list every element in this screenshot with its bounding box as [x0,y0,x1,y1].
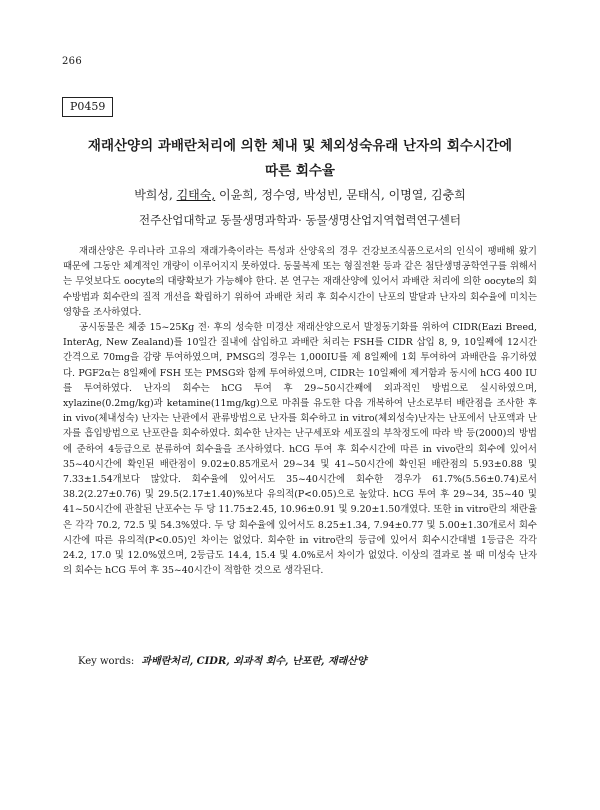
author-list [60,186,540,203]
title-line-1: 재래산양의 과배란처리에 의한 체내 및 체외성숙유래 난자의 회수시간에 [87,138,513,154]
title-line-2: 따른 회수율 [265,163,335,179]
authors-rest: 이윤희, 정수영, 박성빈, 문태식, 이명열, 김충희 [215,188,466,202]
abstract-paragraph-1: 재래산양은 우리나라 고유의 재래가축이라는 특성과 산양육의 경우 건강보조식품으로서의 인식이 팽배해 왔기 때문에 그동안 체계적인 개량이 이루어지지 못하였다. 동물복제 또는 형질전환 등과 같은 첨단생명공학연구를 위해서는 무엇보다도 oocyte의 대량확보가 가능해야 한다. 본 연구는 재래산양에 있어서 과배란 처리에 의한 oocyte의 회수방법과 회수란의 질적 개선을 확립하기 위하여 과배란 처리 후 회수시간이 난포의 발달과 난자의 회수율에 미치는 영향을 조사하였다. [63,246,537,318]
abstract-code: P0459 [62,97,113,117]
keywords [78,652,367,667]
page-number: 266 [62,56,82,67]
abstract-paragraph-2: 공시동물은 체중 15~25Kg 전· 후의 성숙한 미경산 재래산양으로서 발정동기화를 위하여 CIDR(Eazi Breed, InterAg, New Zealand)를 10일간 질내에 삽입하고 과배란 처리는 FSH를 CIDR 삽입 8, 9, 10일째에 12시간 간격으로 70mg을 감량 투여하였으며, PMSG의 경우는 1,000IU를 제 8일째에 1회 투여하여 과배란을 유기하였다. PGF2α는 8일째에 FSH 또는 PMSG와 함께 투여하였으며, CIDR는 10일째에 제거함과 동시에 hCG 400 IU를 투여하였다. 난자의 회수는 hCG 투여 후 29~50시간째에 외과적인 방법으로 실시하였으며, xylazine(0.2mg/kg)과 ketamine(11mg/kg)으로 마취를 유도한 다음 개복하여 난소로부터 배란점을 조사한 후 in vivo(체내성숙) 난자는 난관에서 관류방법으로 난자를 회수하고 in vitro(체외성숙)난자는 난포에서 난포액과 난자를 흡입방법으로 난포란을 회수하였다. 회수한 난자는 난구세포와 세포질의 부착정도에 따라 박 등(2000)의 방법에 준하여 4등급으로 분류하여 회수율을 조사하였다. hCG 투여 후 회수시간에 따른 in vivo란의 회수에 있어서 35~40시간에 확인된 배란점이 9.02±0.85개로서 29~34 및 41~50시간에 확인된 배란점의 5.93±0.88 및 7.33±1.54개보다 많았다. 회수율에 있어서도 35~40시간에 회수한 경우가 61.7%(5.56±0.74)로서 38.2(2.27±0.76) 및 29.5(2.17±1.40)%보다 유의적(P<0.05)으로 높았다. hCG 투여 후 29~34, 35~40 및 41~50시간에 관찰된 난포수는 두 당 11.75±2.45, 10.96±0.91 및 9.20±1.50개였다. 또한 in vitro란의 채란율은 각각 70.2, 72.5 및 54.3%였다. 두 당 회수율에 있어서도 8.25±1.34, 7.94±0.77 및 5.00±1.30개로서 회수시간에 따른 유의적(P<0.05)인 차이는 없었다. 회수한 in vitro란의 등급에 있어서 회수시간대별 1등급은 각각 24.2, 17.0 및 12.0%였으며, 2등급도 14.4, 15.4 및 4.0%로서 차이가 없었다. 이상의 결과로 볼 때 미성숙 난자의 회수는 hCG 투여 후 35~40시간이 적합한 것으로 생각된다. [63,322,537,577]
authors-first: 박희성, [134,188,177,202]
abstract-body [63,244,537,578]
keywords-label: Key words: [78,656,135,667]
affiliation: 전주산업대학교 동물생명과학과· 동물생명산업지역협력연구센터 [138,213,461,227]
presenting-author: 김태숙, [176,188,216,202]
paper-title [60,134,540,184]
keywords-list: 과배란처리, CIDR, 외과적 회수, 난포란, 재래산양 [141,656,367,667]
